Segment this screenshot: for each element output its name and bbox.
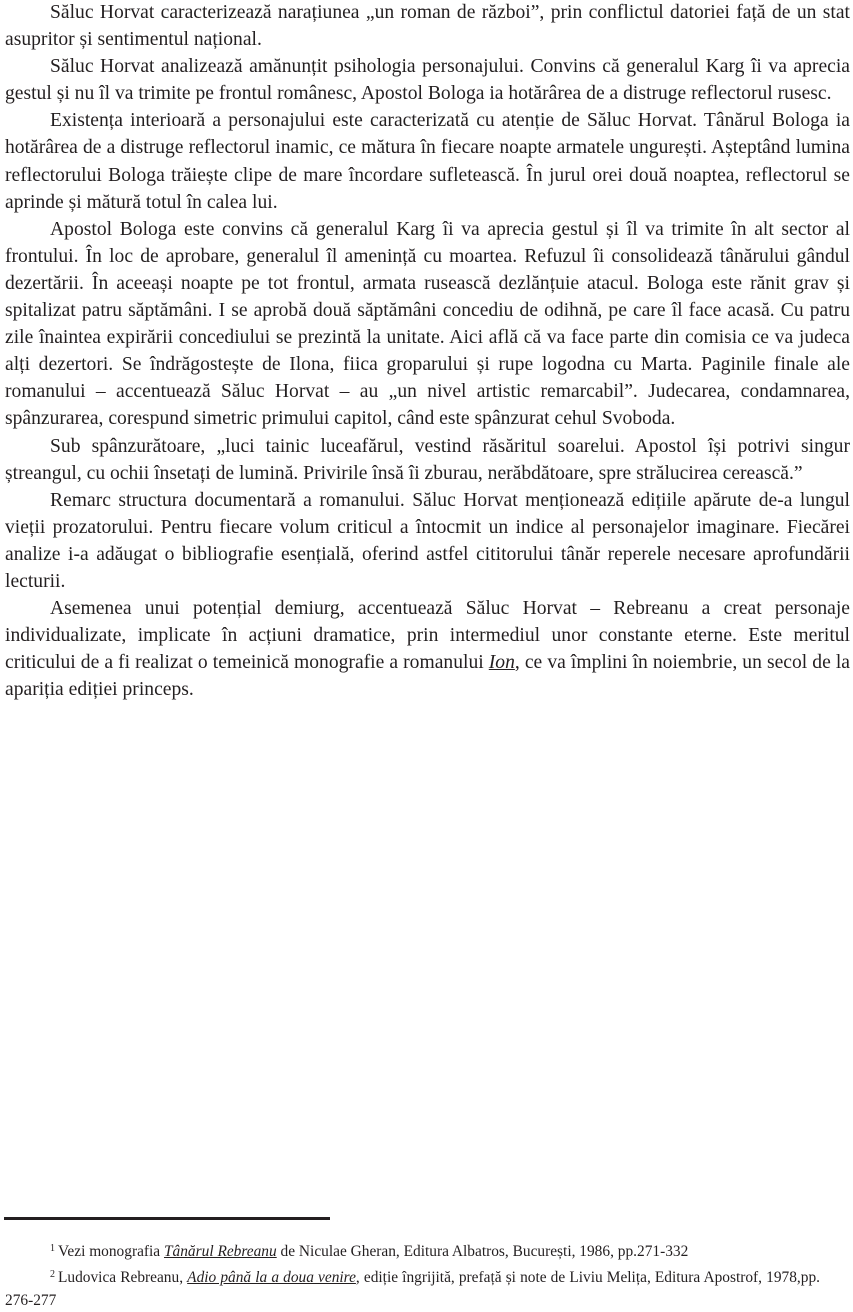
paragraph-7-text-after: , ce va împlini în noiembrie, un secol de la apariția ediției princeps.: [5, 652, 850, 701]
footnote-1-before: Vezi monografia: [58, 1243, 164, 1260]
footnote-1-number: 1: [50, 1243, 55, 1254]
paragraph-3: Existența interioară a personajului este caracterizată cu atenție de Săluc Horvat. Tânărul Bologa ia hotărârea de a distruge reflectorul inamic, ce mătura în fiecare noapte armatele ungurești. Așteptând lumina reflectorului Bologa trăiește clipe de mare încordare sufletească. În jurul orei două noaptea, reflectorul se aprinde și mătură totul în calea lui.: [5, 110, 850, 213]
footnote-1: [5, 1237, 820, 1263]
footnote-separator: [4, 1217, 330, 1220]
paragraph-5: Sub spânzurătoare, „luci tainic luceafărul, vestind răsăritul soarelui. Apostol își potrivi singur ștreangul, cu ochii însetați de lumină. Privirile însă îi zburau, nerăbdătoare, spre strălucirea cerească.”: [5, 435, 850, 484]
paragraph-7: [5, 595, 850, 703]
footnote-2-after: , ediție îngrijită, prefață și note de Liviu Melița, Editura Apostrof, 1978,pp. 276-277: [5, 1269, 821, 1309]
paragraph-6: Remarc structura documentară a romanului. Săluc Horvat menționează edițiile apărute de-a lungul vieții prozatorului. Pentru fiecare volum criticul a întocmit un indice al personajelor imaginare. Fiecărei analize i-a adăugat o bibliografie esențială, oferind astfel cititorului tânăr reperele necesare aprofundării lecturii.: [5, 489, 850, 592]
footnote-1-title-link[interactable]: Tânărul Rebreanu: [163, 1243, 277, 1260]
paragraph-7-text-before: Asemenea unui potențial demiurg, accentuează Săluc Horvat – Rebreanu a creat personaje individualizate, implicate în acțiuni dramatice, prin intermediul unor constante eterne. Este meritul criticului de a fi realizat o temeinică monografie a romanului: [5, 598, 850, 674]
novel-title-link[interactable]: Ion: [488, 652, 515, 674]
paragraph-1: Săluc Horvat caracterizează narațiunea „un roman de război”, prin conflictul datoriei față de un stat asupritor și sentimentul național.: [5, 2, 850, 51]
footnote-1-after: de Niculae Gheran, Editura Albatros, București, 1986, pp.271-332: [276, 1243, 689, 1260]
body-text: [5, 0, 850, 703]
footnote-2-before: Ludovica Rebreanu,: [58, 1269, 188, 1286]
footnote-2-number: 2: [50, 1269, 55, 1280]
paragraph-4: Apostol Bologa este convins că generalul Karg îi va aprecia gestul și îl va trimite în alt sector al frontului. În loc de aprobare, generalul îl amenință cu moartea. Refuzul îi consolidează tânărului gândul dezertării. În aceeași noapte pe tot frontul, armata rusească dezlănțuie atacul. Bologa este rănit grav și spitalizat patru săptămâni. I se aprobă două săptămâni concediu de odihnă, pe care îl face acasă. Cu patru zile înaintea expirării concediului se prezintă la unitate. Aici află că va face parte din comisia ce va judeca alți dezertori. Se îndrăgostește de Ilona, fiica groparului și rupe logodna cu Marta. Paginile finale ale romanului – accentuează Săluc Horvat – au „un nivel artistic remarcabil”. Judecarea, condamnarea, spânzurarea, corespund simetric primului capitol, când este spânzurat cehul Svoboda.: [5, 218, 850, 430]
footnotes: [5, 1237, 820, 1312]
footnote-2-title-link[interactable]: Adio până la a doua venire: [187, 1269, 356, 1286]
paragraph-2: Săluc Horvat analizează amănunțit psihologia personajului. Convins că generalul Karg îi va aprecia gestul și nu îl va trimite pe frontul românesc, Apostol Bologa ia hotărârea de a distruge reflectorul rusesc.: [5, 56, 850, 105]
